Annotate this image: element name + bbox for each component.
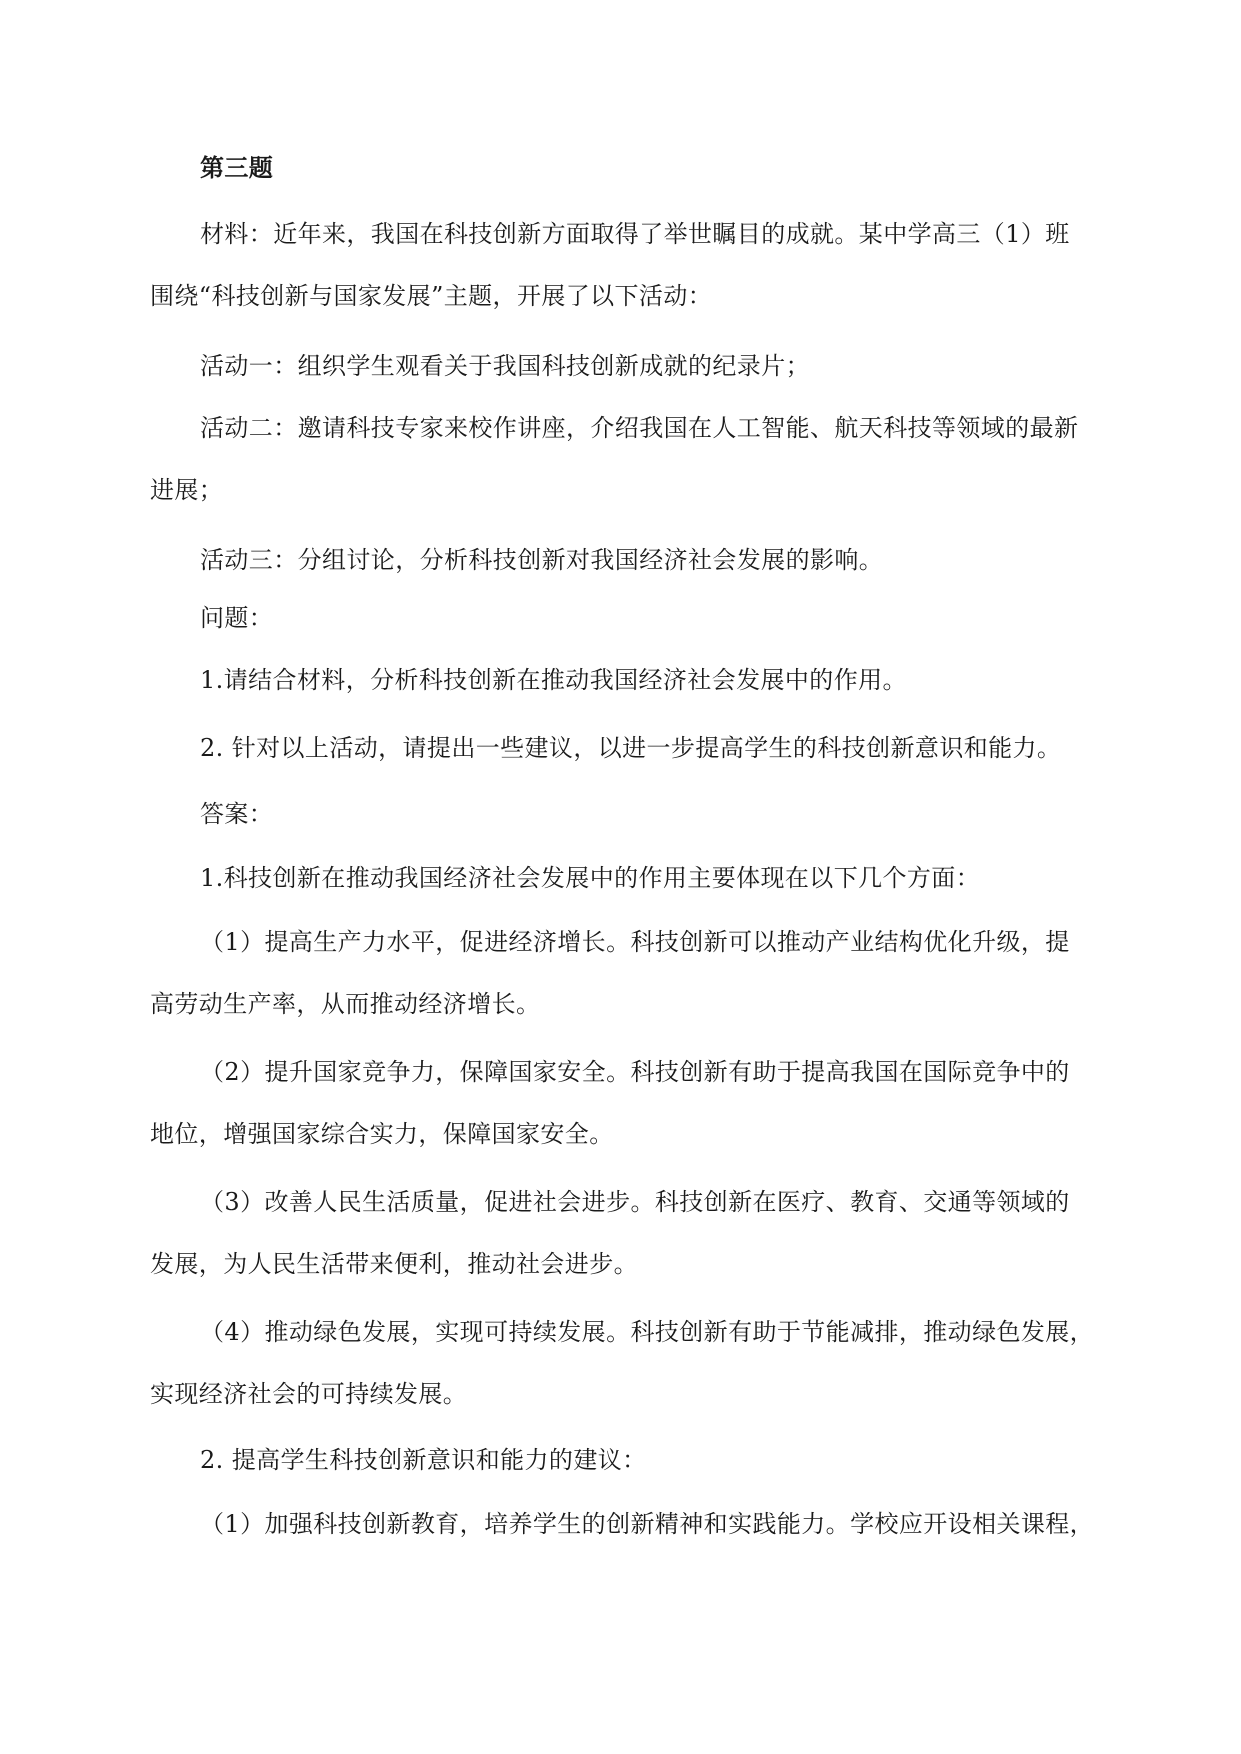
material-text: 材料：近年来，我国在科技创新方面取得了举世瞩目的成就。某中学高三（1）班 (200, 220, 1070, 248)
questions-heading: 问题： (200, 604, 274, 632)
answer-two-point: （1）加强科技创新教育，培养学生的创新精神和实践能力。学校应开设相关课程， (200, 1510, 1095, 1538)
material-text: 围绕“科技创新与国家发展”主题，开展了以下活动： (150, 282, 713, 310)
question-one: 1.请结合材料，分析科技创新在推动我国经济社会发展中的作用。 (200, 666, 907, 694)
answer-heading: 答案： (200, 800, 274, 828)
answer-one-point: （1）提高生产力水平，促进经济增长。科技创新可以推动产业结构优化升级，提 (200, 928, 1070, 956)
answer-one-point: （3）改善人民生活质量，促进社会进步。科技创新在医疗、教育、交通等领域的 (200, 1188, 1070, 1216)
answer-one-point: （2）提升国家竞争力，保障国家安全。科技创新有助于提高我国在国际竞争中的 (200, 1058, 1070, 1086)
activity-two: 进展； (150, 476, 224, 504)
answer-two-intro: 2. 提高学生科技创新意识和能力的建议： (200, 1446, 647, 1474)
answer-one-point: 地位，增强国家综合实力，保障国家安全。 (150, 1120, 614, 1148)
activity-two: 活动二：邀请科技专家来校作讲座，介绍我国在人工智能、航天科技等领域的最新 (200, 414, 1079, 442)
question-two: 2. 针对以上活动，请提出一些建议，以进一步提高学生的科技创新意识和能力。 (200, 734, 1062, 762)
question-title: 第三题 (200, 153, 274, 182)
answer-one-point: 发展，为人民生活带来便利，推动社会进步。 (150, 1250, 638, 1278)
activity-three: 活动三：分组讨论，分析科技创新对我国经济社会发展的影响。 (200, 546, 884, 574)
answer-one-point: 高劳动生产率，从而推动经济增长。 (150, 990, 541, 1018)
activity-one: 活动一：组织学生观看关于我国科技创新成就的纪录片； (200, 352, 810, 380)
answer-one-intro: 1.科技创新在推动我国经济社会发展中的作用主要体现在以下几个方面： (200, 864, 981, 892)
answer-one-point: （4）推动绿色发展，实现可持续发展。科技创新有助于节能减排，推动绿色发展， (200, 1318, 1095, 1346)
answer-one-point: 实现经济社会的可持续发展。 (150, 1380, 468, 1408)
